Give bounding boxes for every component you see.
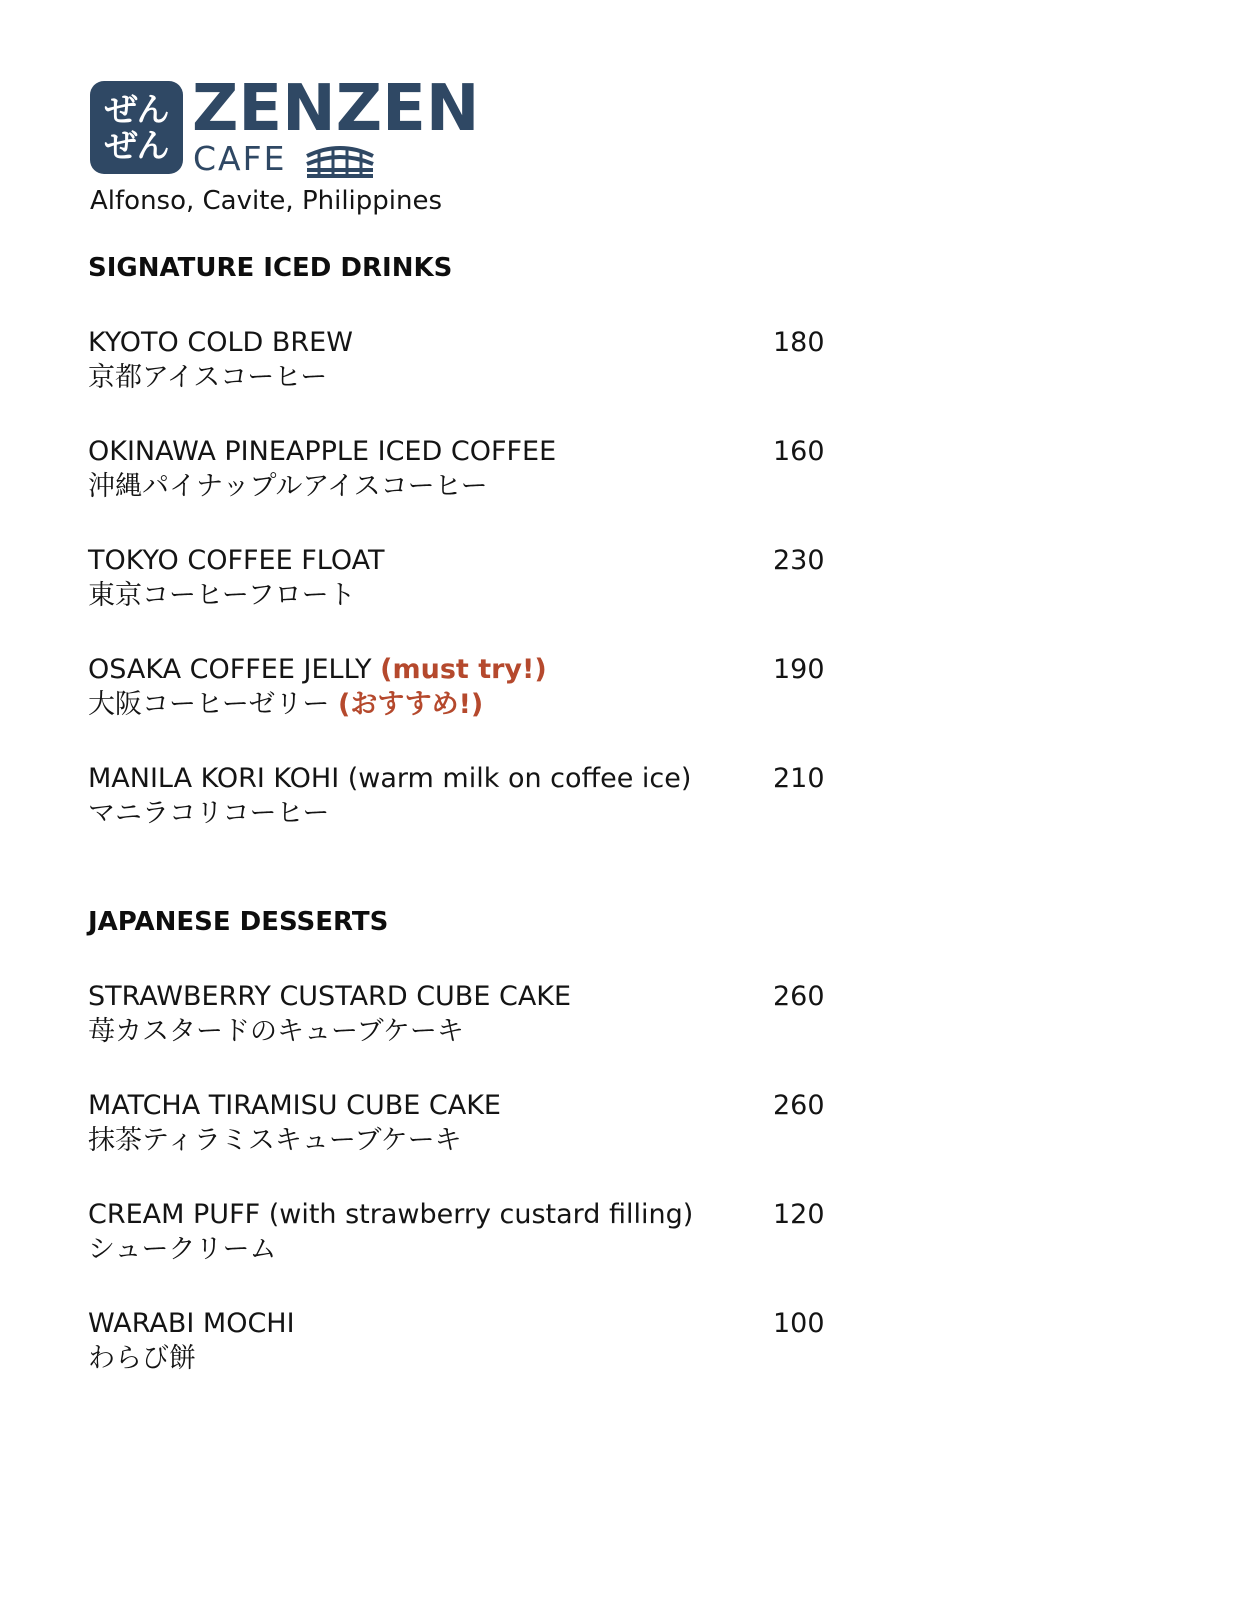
item-jp-name: 大阪コーヒーゼリー xyxy=(88,689,330,720)
menu-item xyxy=(88,434,848,505)
item-name: OKINAWA PINEAPPLE ICED COFFEE xyxy=(88,436,557,467)
menu-item xyxy=(88,1306,848,1377)
logo-subtitle: CAFE xyxy=(193,139,287,178)
item-price: 180 xyxy=(773,327,825,358)
brand-logo xyxy=(90,72,480,190)
location-text: Alfonso, Cavite, Philippines xyxy=(90,186,443,216)
item-name: KYOTO COLD BREW xyxy=(88,327,353,358)
item-jp-name: マニラコリコーヒー xyxy=(88,798,330,829)
menu-item xyxy=(88,652,848,723)
menu-item xyxy=(88,543,848,614)
recommended-badge-jp: (おすすめ!) xyxy=(337,689,484,720)
logo-badge xyxy=(90,81,183,174)
bridge-icon xyxy=(305,142,375,178)
item-jp-name: 抹茶ティラミスキューブケーキ xyxy=(88,1125,462,1156)
item-jp-row xyxy=(88,687,848,723)
section-title-drinks: SIGNATURE ICED DRINKS xyxy=(88,253,453,283)
menu-item xyxy=(88,1197,848,1268)
menu-item xyxy=(88,761,848,832)
item-price: 160 xyxy=(773,436,825,467)
item-price: 260 xyxy=(773,1090,825,1121)
item-name: STRAWBERRY CUSTARD CUBE CAKE xyxy=(88,981,572,1012)
item-name: CREAM PUFF (with strawberry custard filling) xyxy=(88,1199,694,1230)
menu-item xyxy=(88,979,848,1050)
item-jp-name: 東京コーヒーフロート xyxy=(88,580,356,611)
item-price: 230 xyxy=(773,545,825,576)
item-name: MANILA KORI KOHI (warm milk on coffee ice) xyxy=(88,763,692,794)
item-price: 120 xyxy=(773,1199,825,1230)
item-jp-name: シュークリーム xyxy=(88,1234,277,1265)
item-name: WARABI MOCHI xyxy=(88,1308,295,1339)
item-jp-name: 苺カスタードのキューブケーキ xyxy=(88,1016,464,1047)
item-jp-name: わらび餅 xyxy=(88,1343,196,1374)
item-price: 100 xyxy=(773,1308,825,1339)
item-jp-name: 沖縄パイナップルアイスコーヒー xyxy=(88,471,488,502)
menu-item xyxy=(88,1088,848,1159)
item-price: 260 xyxy=(773,981,825,1012)
menu-item xyxy=(88,325,848,396)
item-jp-name: 京都アイスコーヒー xyxy=(88,362,328,393)
logo-badge-line1: ぜん xyxy=(104,89,169,129)
logo-wordmark: ZENZEN xyxy=(192,72,480,146)
item-name: TOKYO COFFEE FLOAT xyxy=(88,545,385,576)
item-name-row xyxy=(88,652,848,687)
section-title-desserts: JAPANESE DESSERTS xyxy=(88,907,389,937)
logo-badge-line2: ぜん xyxy=(104,125,169,165)
item-price: 190 xyxy=(773,654,825,685)
item-price: 210 xyxy=(773,763,825,794)
recommended-badge: (must try!) xyxy=(380,654,547,685)
item-name: OSAKA COFFEE JELLY xyxy=(88,654,372,685)
item-name: MATCHA TIRAMISU CUBE CAKE xyxy=(88,1090,501,1121)
